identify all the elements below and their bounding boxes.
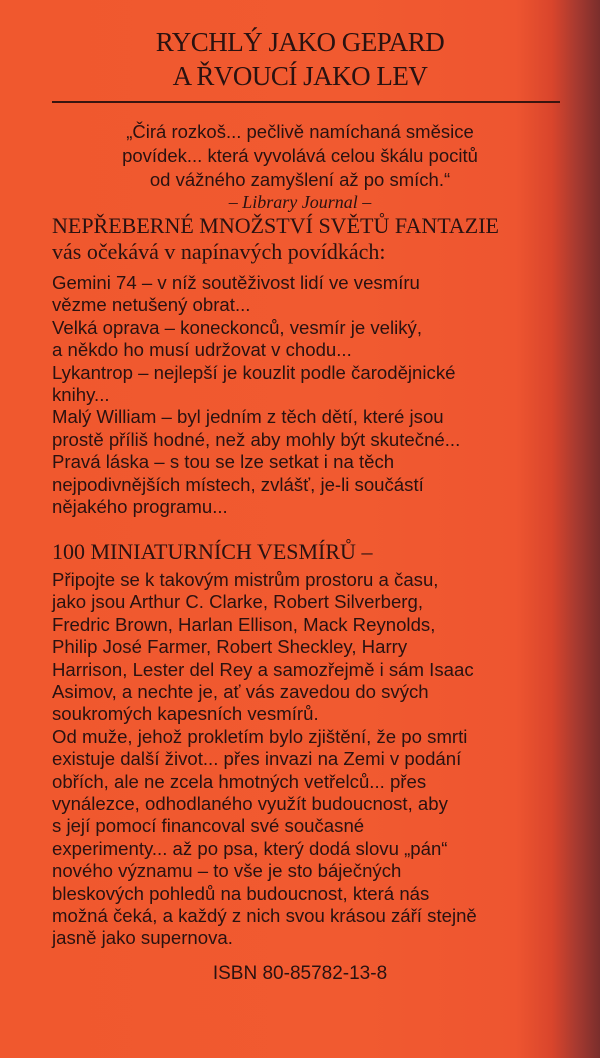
quote-line: povídek... která vyvolává celou škálu pocitů bbox=[122, 145, 478, 166]
text-line: Gemini 74 – v níž soutěživost lidí ve vesmíru bbox=[52, 272, 420, 293]
text-line: nejpodivnějších místech, zvlášť, je-li součástí bbox=[52, 473, 424, 495]
text-line: Velká oprava – koneckonců, vesmír je veliký, bbox=[52, 316, 422, 338]
text-line: knihy... bbox=[52, 384, 110, 405]
text-line: Harrison, Lester del Rey a samozřejmě i sám Isaac bbox=[52, 658, 474, 680]
text-line: Lykantrop – nejlepší je kouzlit podle čarodějnické bbox=[52, 361, 456, 383]
text-line: Od muže, jehož prokletím bylo zjištění, že po smrti bbox=[52, 725, 468, 747]
section2-heading: 100 MINIATURNÍCH VESMÍRŮ – bbox=[52, 539, 373, 564]
text-line: vynálezce, odhodlaného využít budoucnost, aby bbox=[52, 793, 448, 814]
isbn: ISBN 80-85782-13-8 bbox=[212, 963, 388, 984]
divider bbox=[52, 101, 560, 103]
text-line: bleskových pohledů na budoucnost, která nás bbox=[52, 882, 430, 904]
text-line: nějakého programu... bbox=[52, 496, 228, 517]
text-line: s její pomocí financoval své současné bbox=[52, 815, 365, 837]
text-line: jako jsou Arthur C. Clarke, Robert Silverberg, bbox=[52, 591, 423, 613]
text-line: prostě příliš hodné, než aby mohly být skutečné... bbox=[52, 428, 461, 450]
text-line: experimenty... až po psa, který dodá slovu „pán“ bbox=[52, 837, 448, 859]
text-line: vězme netušený obrat... bbox=[52, 294, 251, 316]
quote-line: od vážného zamyšlení až po smích.“ bbox=[149, 169, 451, 190]
text-line: Asimov, a nechte je, ať vás zavedou do svých bbox=[52, 681, 429, 702]
text-line: a někdo ho musí udržovat v chodu... bbox=[52, 339, 352, 361]
text-line: Pravá láska – s tou se lze setkat i na těch bbox=[52, 451, 395, 473]
title-line-1: RYCHLÝ JAKO GEPARD bbox=[155, 27, 445, 57]
text-line: Philip José Farmer, Robert Sheckley, Harry bbox=[52, 636, 408, 658]
title-line-2: A ŘVOUCÍ JAKO LEV bbox=[172, 61, 428, 91]
text-line: Malý William – byl jedním z těch dětí, které jsou bbox=[52, 406, 444, 428]
text-line: nového významu – to vše je sto báječných bbox=[52, 860, 402, 882]
section1-subheading: vás očekává v napínavých povídkách: bbox=[52, 239, 386, 264]
quote-line: „Čirá rozkoš... pečlivě namíchaná směsice bbox=[126, 121, 474, 142]
text-line: jasně jako supernova. bbox=[52, 927, 233, 949]
quote-attribution: – Library Journal – bbox=[228, 192, 372, 212]
text-line: možná čeká, a každý z nich svou krásou září stejně bbox=[52, 905, 477, 926]
text-line: obřích, ale ne zcela hmotných vetřelců... přes bbox=[52, 770, 427, 792]
section1-heading: NEPŘEBERNÉ MNOŽSTVÍ SVĚTŮ FANTAZIE bbox=[52, 213, 499, 238]
text-line: soukromých kapesních vesmírů. bbox=[52, 703, 319, 725]
text-line: existuje další život... přes invazi na Zemi v podání bbox=[52, 748, 462, 770]
text-line: Připojte se k takovým mistrům prostoru a času, bbox=[52, 569, 439, 590]
text-line: Fredric Brown, Harlan Ellison, Mack Reynolds, bbox=[52, 613, 436, 635]
